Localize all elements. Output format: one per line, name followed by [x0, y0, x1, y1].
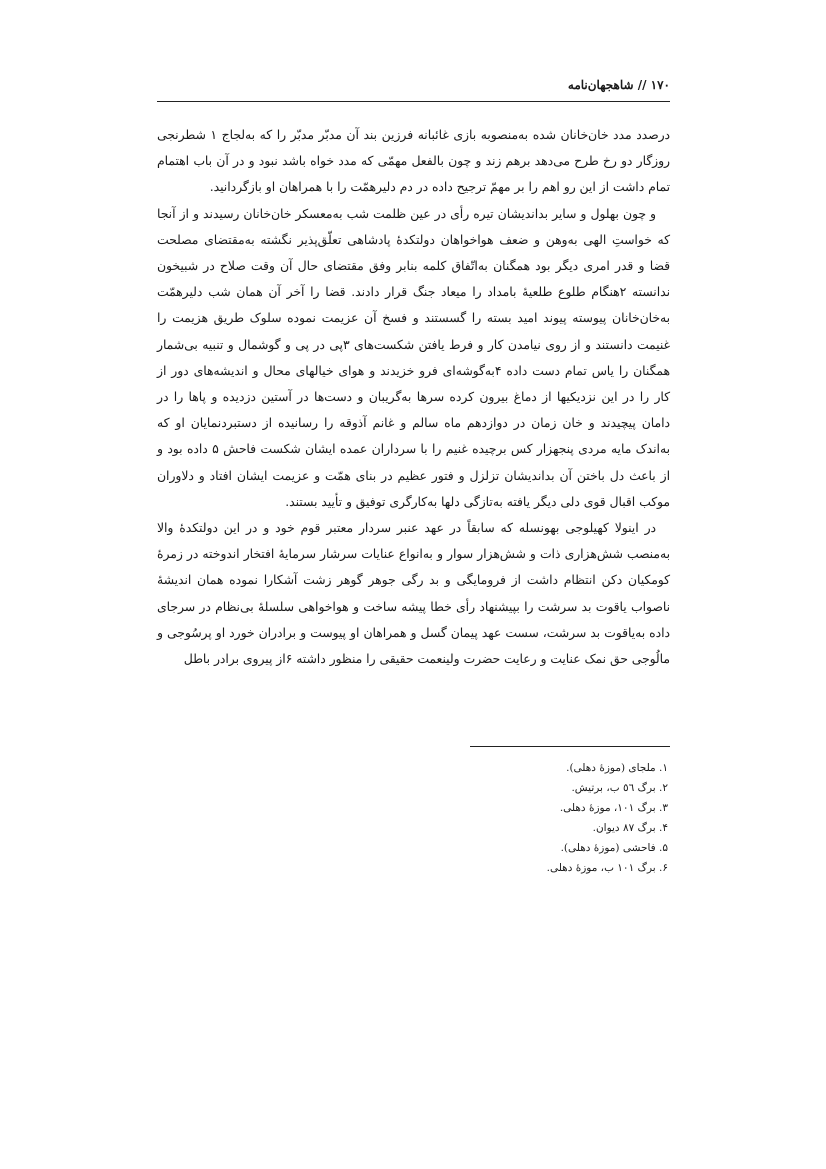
paragraph: و چون بهلول و سایر بداندیشان تیره رأی در عین ظلمت شب به‌معسکر خان‌خانان رسیدند و از آنجا که خواستِ الهی به‌وهن و ضعف هواخواهان دولتکدۀ پادشاهی تعلّق‌پذیر نگشته به‌مقتضای مصلحت قضا و قدر امری دیگر بود همگنان به‌اتّفاق کلمه بنابر وفق مقتضای حال آن وقت صلاح در شبیخون ندانسته ۲هنگام طلوع طلعیۀ بامداد را میعاد جنگ قرار دادند. قضا را آخر آن همان شب دلیرهمّت به‌خان‌خانان پیوسته پیوند امید بسته را گسستند و فسخ آن عزیمت نموده سلوک طریق هزیمت را غنیمت دانستند و از روی نیامدن کار و فرط یافتن شکست‌های ۳پی در پی و گوشمال و تنبیه بی‌شمار همگنان را یاس تمام دست داده ۴به‌گوشه‌ای فرو خزیدند و هوای خیالهای محال و اندیشه‌های دور از کار را در این نزدیکیها از دماغ بیرون کرده سرها به‌گریبان و دست‌ها در آستین دزدیده و پاها را در دامان پیچیدند و خان زمان در دوازدهم ماه سالم و غانم آذوقه را رسانیده از دستبردنمایان او که به‌اندک مایه مردی پنجهزار کس برچیده غنیم را با سرداران عمده ایشان شکست فاحش ۵ داده بود و از باعث دل باختن آن بداندیشان تزلزل و فتور عظیم در بنای همّت و عزیمت ایشان افتاد و دلاوران موکب اقبال قوی دلی دیگر یافته به‌تازگی دلها به‌کارگری توفیق و تأیید بستند.	[157, 206, 671, 509]
footnote: ۵. فاحشی (موزۀ دهلی).	[560, 842, 668, 854]
footnote: ۲. برگ ٥٦ ب، برتیش.	[571, 782, 668, 794]
footnote: ۶. برگ ۱۰۱ ب، موزۀ دهلی.	[546, 862, 668, 874]
running-header: ۱۷۰ // شاهجهان‌نامه	[567, 78, 670, 92]
footnote-divider	[470, 746, 670, 747]
footnote: ۴. برگ ۸۷ دیوان.	[592, 822, 668, 834]
footnotes-list	[470, 758, 670, 878]
paragraph: درصدد مدد خان‌خانان شده به‌منصوبه بازی غائبانه فرزین بند آن مدبّر مدبّر را که به‌لجاج ۱ شطرنجی روزگار دو رخ طرح می‌دهد برهم زند و چون بالفعل مهمّی که مدد خواه باشد نبود و در آن باب اهتمام تمام داشت از این رو اهم را بر مهمّ ترجیح داده در دم دلیرهمّت را با همراهان او بازگردانید.	[157, 128, 670, 195]
footnote: ۳. برگ ۱۰۱، موزۀ دهلی.	[559, 802, 668, 814]
main-text	[157, 122, 670, 672]
footnote: ۱. ملجای (موزۀ دهلی).	[566, 762, 668, 774]
paragraph: در اینولا کهیلوجی بهونسله که سابقاً در عهد عنبر سردار معتبر قوم خود و در این دولتکدۀ والا به‌منصب شش‌هزاری ذات و شش‌هزار سوار و به‌انواع عنایات سرشار سرمایۀ افتخار اندوخته در زمرۀ کومکیان دکن انتظام داشت از فرومایگی و بد رگی جوهر گوهر زشت آشکارا نموده همان اندیشۀ ناصواب یاقوت بد سرشت را بپیشنهاد رأی خطا پیشه ساخت و هواخواهی سلسلۀ بی‌نظام در سرجای داده به‌یاقوت بد سرشت، سست عهد پیمان گسل و همراهان او پیوست و برادران خورد او پرسُوجی و مالُوجی حق نمک عنایت و رعایت حضرت ولینعمت حقیقی را منظور داشته ۶از پیروی برادر باطل	[157, 521, 670, 667]
header-divider	[157, 101, 670, 102]
